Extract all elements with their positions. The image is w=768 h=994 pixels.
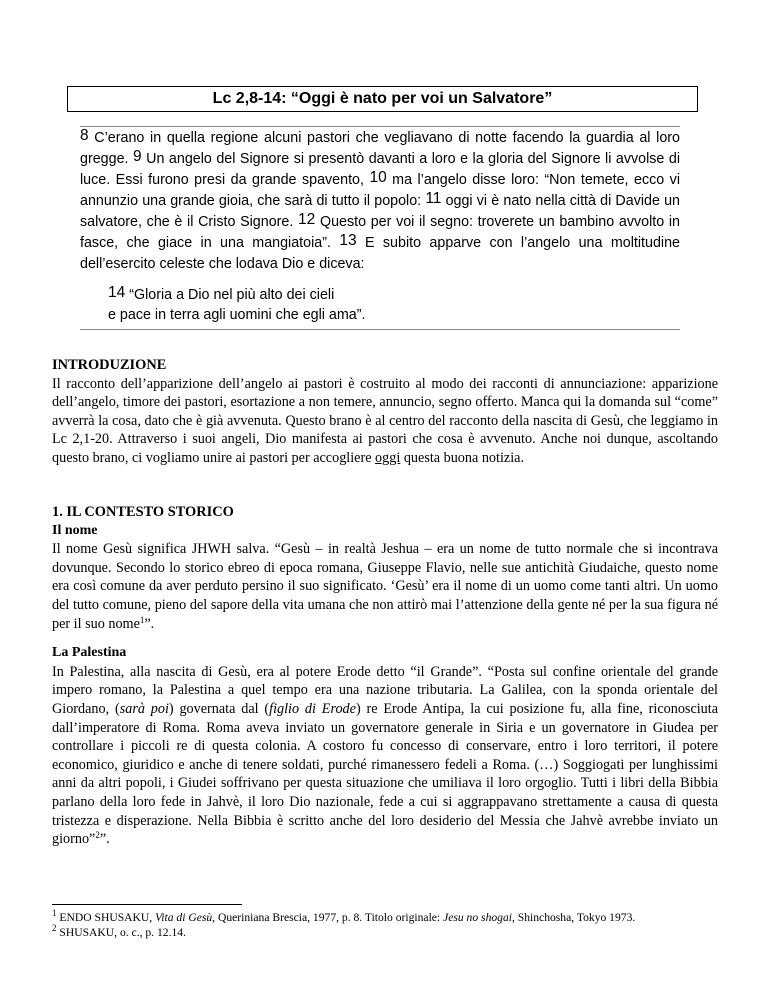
footnote-ref: 2 — [95, 830, 100, 841]
subheading-name: Il nome — [52, 522, 98, 538]
verse-number: 8 — [80, 127, 89, 144]
footnote-ref: 1 — [139, 614, 145, 625]
gospel-passage — [80, 126, 680, 330]
page-title: Lc 2,8-14: “Oggi è nato per voi un Salvatore” — [67, 86, 698, 112]
verse-number: 14 — [108, 284, 126, 301]
footnote-divider — [52, 904, 242, 905]
name-paragraph: Il nome Gesù significa JHWH salva. “Gesù – in realtà Jeshua – era un nome de tutto normale che si incontrava dovunque. Secondo lo storico ebreo di epoca romana, Giuseppe Flavio, nelle sue antichità Giudaiche, questo nome era così comune da aver perduto persino il suo significato. ‘Gesù’ era il nome di un uomo come tanti altri. Un uomo del tutto comune, pieno del sapore della vita umana che non attirò mai l’attenzione della gente né per la sua figura né per il suo nome$^1$”. — [52, 541, 718, 632]
historical-context-section — [52, 503, 718, 849]
verse-number: 10 — [369, 169, 387, 186]
verse-number: 11 — [425, 190, 442, 207]
verse-number: 12 — [298, 211, 316, 228]
footnotes — [52, 910, 718, 940]
footnote-2: $^2$ SHUSAKU, o. c., p. 12.14. — [52, 923, 186, 939]
palestina-paragraph: In Palestina, alla nascita di Gesù, era al potere Erode detto “il Grande”. “Posta sul confine orientale del grande impero romano, la Palestina a quel tempo era una nazione tributaria. La Galilea, con la sponda orientale del Giordano, (sarà poi) governata dal (figlio di Erode) re Erode Antipa, la cui posizione fu, alla fine, riconosciuta dall’imperatore di Roma. Roma aveva inviato un governatore generale in Siria e un governatore in Giudea per controllare i piccoli re di questa colonia. A costoro fu concesso di conservare, entro i loro territori, il potere economico, giuridico e anche di tenere soldati, purché rimanessero fedeli a Roma. (…) Soggiogati per lunghissimi anni da altri popoli, i Giudei soffrivano per questa situazione che umiliava il loro orgoglio. Tutti i libri della Bibbia parlano della loro fede in Jahvè, il loro Dio nazionale, fede a cui si aggrappavano strettamente a causa di questa tristezza e disperazione. Nella Bibbia è scritto anche del loro desiderio del Messia che Jahvè avrebbe inviato un giorno”$^2$”. — [52, 663, 719, 848]
section-heading: INTRODUZIONE — [52, 357, 167, 373]
passage-paragraph: 8 C’erano in quella regione alcuni pastori che vegliavano di notte facendo la guardia al loro gregge. 9 Un angelo del Signore si presentò davanti a loro e la gloria del Signore li avvolse di luce. Essi furono presi da grande spavento, 10 ma l’angelo disse loro: “Non temete, ecco vi annunzio una grande gioia, che sarà di tutto il popolo: 11 oggi vi è nato nella città di Davide un salvatore, che è il Cristo Signore. 12 Questo per voi il segno: troverete un bambino avvolto in fasce, che giace in una mangiatoia”. 13 E subito apparve con l’angelo una moltitudine dell’esercito celeste che lodava Dio e diceva: — [80, 127, 680, 272]
verse-number: 9 — [133, 148, 142, 165]
introduction-paragraph: Il racconto dell’apparizione dell’angelo ai pastori è costruito al modo dei racconti di annunciazione: apparizione dell’angelo, timore dei pastori, esortazione a non temere, annuncio, segno offerto. Manca qui la domanda sul “come” avverrà la cosa, dato che è già avvenuta. Questo brano è al centro del racconto della nascita di Gesù, che leggiamo in Lc 2,1-20. Attraverso i suoi angeli, Dio manifesta ai pastori che cosa è avvenuto. Anche noi dunque, ascoltando questo brano, ci vogliamo unire ai pastori per accogliere oggi questa buona notizia. — [52, 375, 718, 466]
verse-number: 13 — [339, 232, 357, 249]
introduction-section — [52, 356, 718, 468]
footnote-1: $^1$ ENDO SHUSAKU, Vita di Gesù, Queriniana Brescia, 1977, p. 8. Titolo originale: Jesu no shogai, Shinchosha, Tokyo 1973. — [52, 908, 636, 924]
subheading-palestina: La Palestina — [52, 645, 127, 661]
hymn-verse: 14 “Gloria a Dio nel più alto dei cieli e pace in terra agli uomini che egli ama”. — [108, 284, 366, 323]
section-heading: 1. IL CONTESTO STORICO — [52, 504, 234, 520]
